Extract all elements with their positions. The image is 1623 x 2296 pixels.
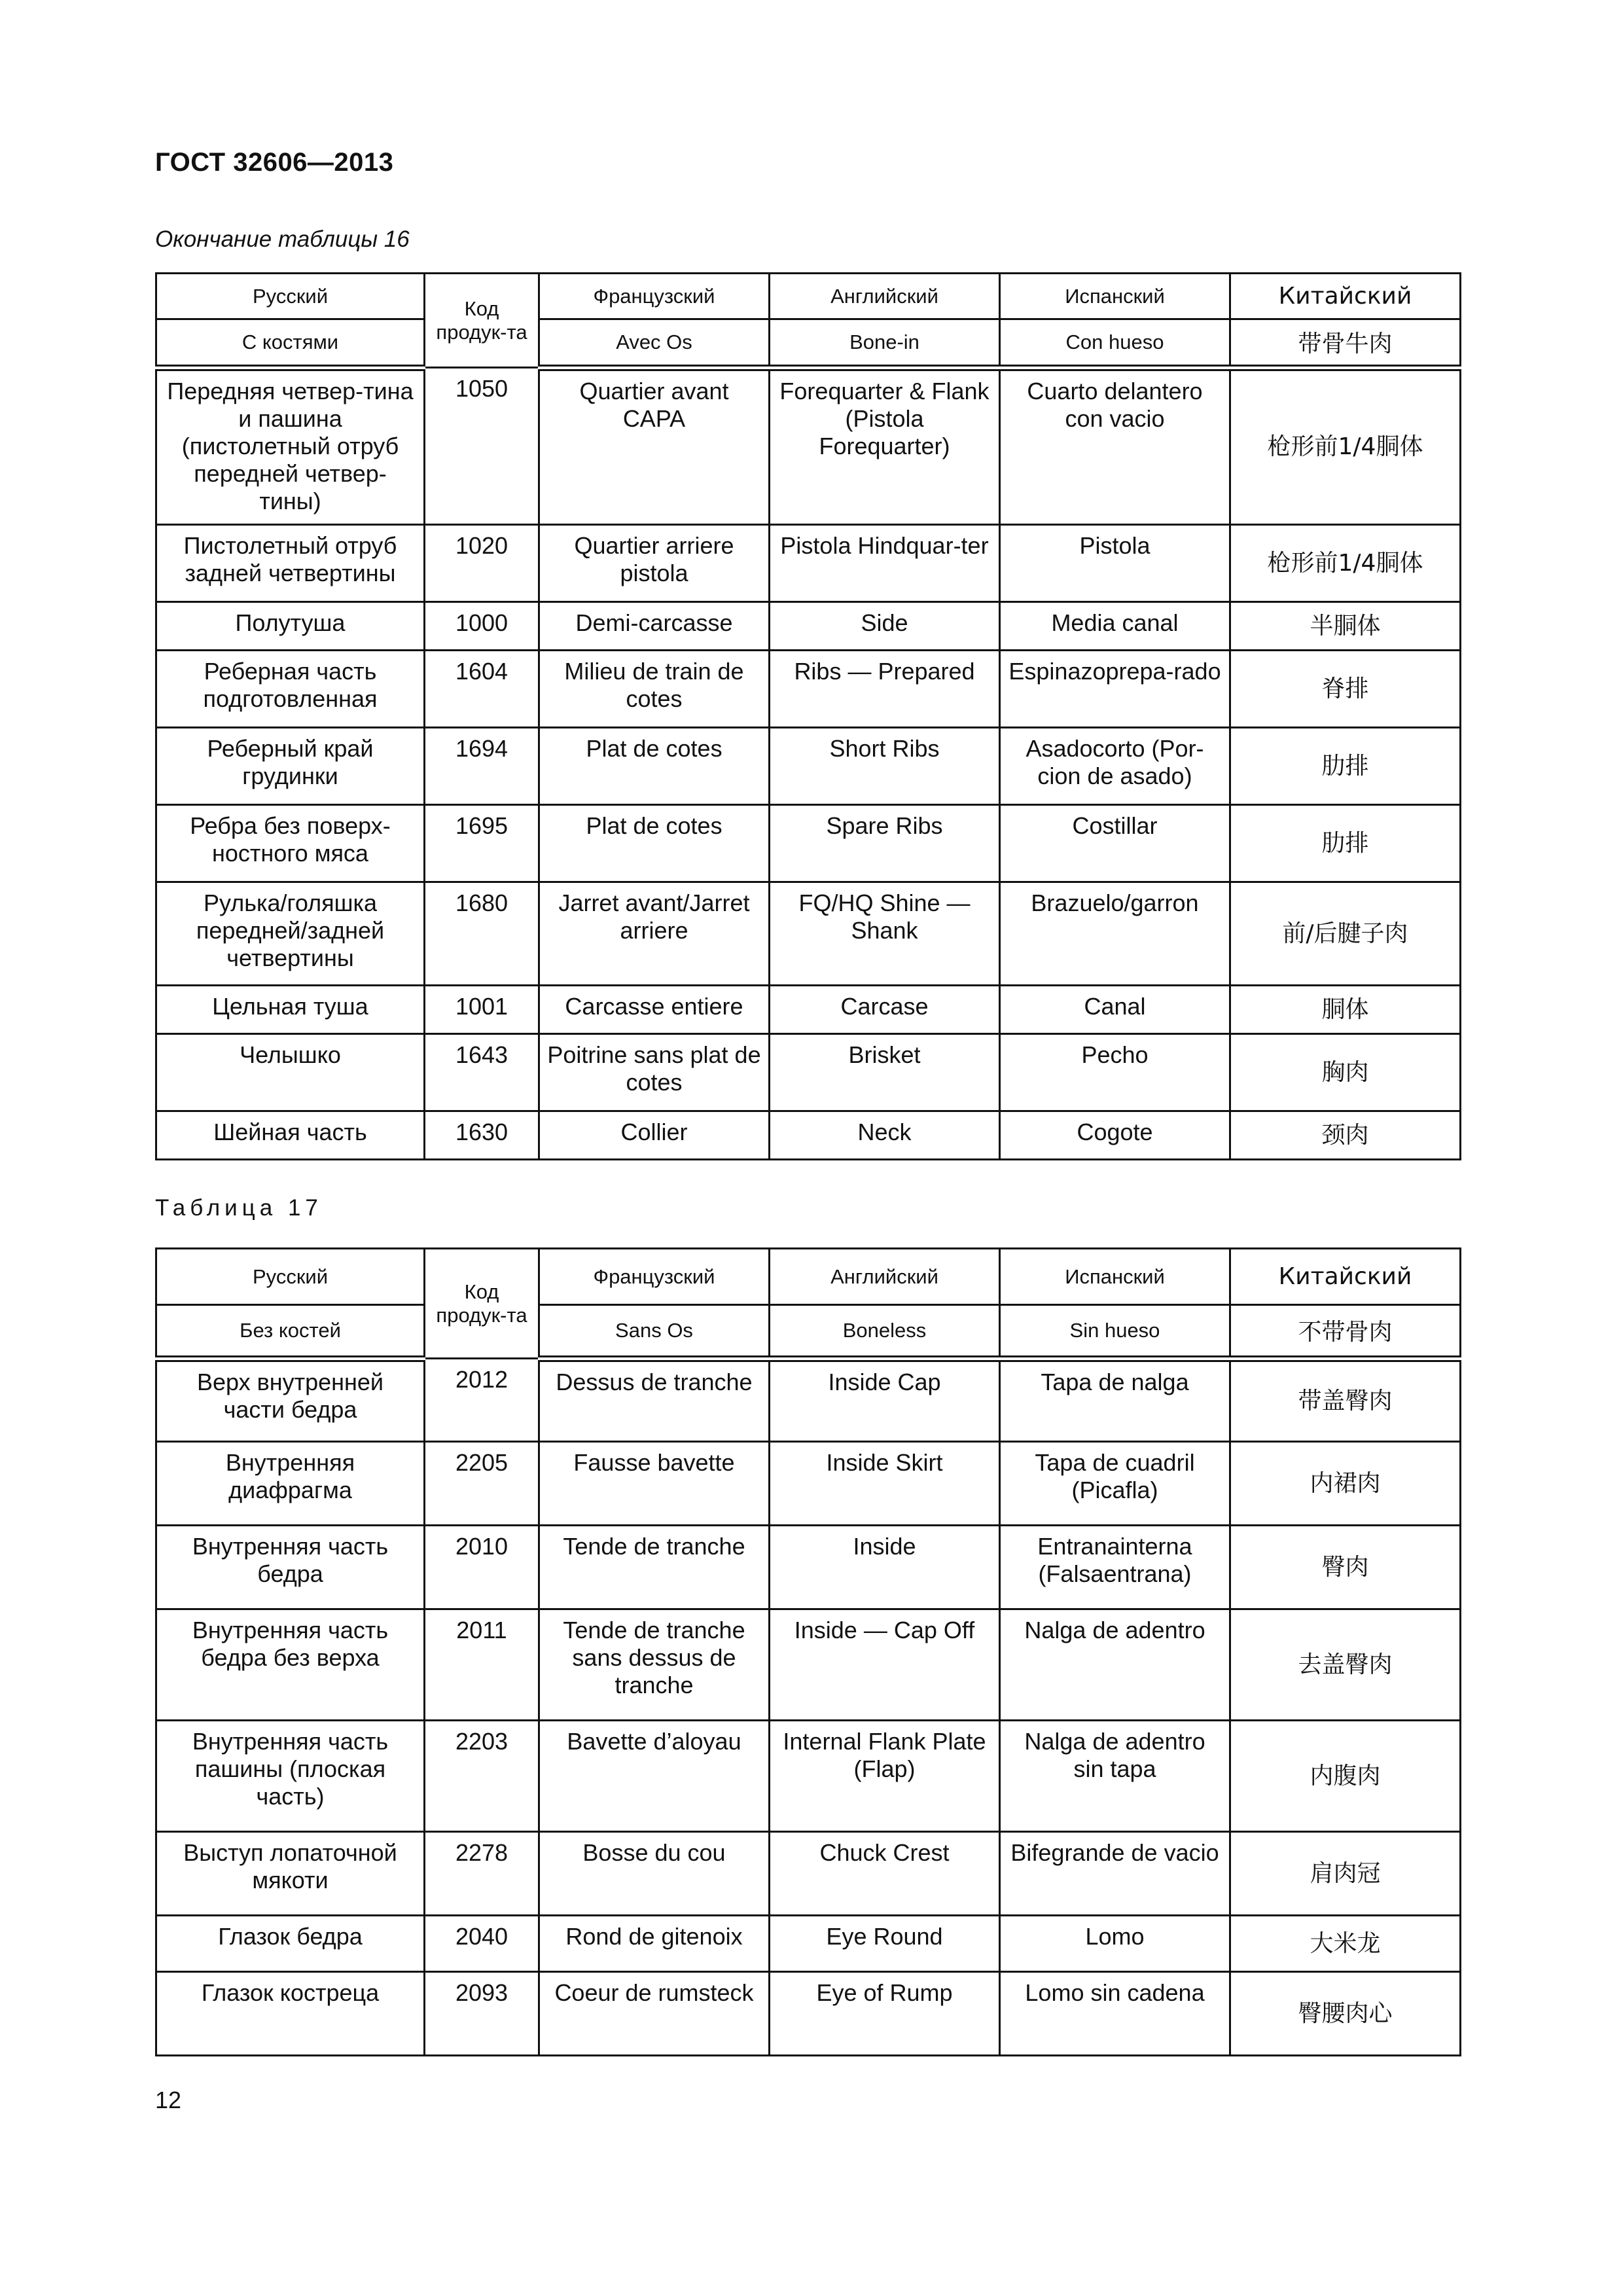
table17-caption: Таблица 17 [155, 1195, 323, 1221]
cell-code: 1630 [425, 1111, 539, 1160]
cell-es: Canal [1000, 986, 1230, 1034]
cell-code: 1000 [425, 602, 539, 651]
cell-fr: Fausse bavette [539, 1442, 770, 1526]
table-row [156, 986, 1461, 1034]
cell-code: 2040 [425, 1916, 539, 1972]
cell-es: Tapa de nalga [1000, 1359, 1230, 1442]
cell-cn: 去盖臀肉 [1230, 1609, 1461, 1721]
subheader-cn: 带骨牛肉 [1230, 319, 1461, 368]
cell-ru: Передняя четвер-тина и пашина (пистолетный отруб передней четвер-тины) [156, 368, 425, 525]
table-row [156, 1526, 1461, 1609]
table-row [156, 1359, 1461, 1442]
cell-cn: 臀腰肉心 [1230, 1972, 1461, 2056]
cell-cn: 枪形前1/4胴体 [1230, 525, 1461, 602]
table-row [156, 602, 1461, 651]
cell-en: Chuck Crest [770, 1832, 1000, 1916]
header-fr: Французский [539, 1249, 770, 1305]
cell-ru: Ребра без поверх-ностного мяса [156, 805, 425, 882]
cell-es: Cuarto delantero con vacio [1000, 368, 1230, 525]
cell-ru: Выступ лопаточной мякоти [156, 1832, 425, 1916]
subheader-es: Sin hueso [1000, 1305, 1230, 1359]
table-row [156, 728, 1461, 805]
cell-es: Entranainterna (Falsaentrana) [1000, 1526, 1230, 1609]
cell-cn: 内腹肉 [1230, 1721, 1461, 1832]
table-row [156, 1916, 1461, 1972]
table16-caption: Окончание таблицы 16 [155, 226, 410, 252]
subheader-en: Boneless [770, 1305, 1000, 1359]
cell-fr: Quartier avant CAPA [539, 368, 770, 525]
cell-cn: 胸肉 [1230, 1034, 1461, 1111]
cell-es: Brazuelo/garron [1000, 882, 1230, 986]
cell-cn: 肩肉冠 [1230, 1832, 1461, 1916]
cell-ru: Шейная часть [156, 1111, 425, 1160]
cell-code: 1001 [425, 986, 539, 1034]
cell-es: Tapa de cuadril (Picafla) [1000, 1442, 1230, 1526]
cell-cn: 内裙肉 [1230, 1442, 1461, 1526]
cell-es: Asadocorto (Por-cion de asado) [1000, 728, 1230, 805]
cell-en: Carcase [770, 986, 1000, 1034]
cell-cn: 颈肉 [1230, 1111, 1461, 1160]
document-header: ГОСТ 32606—2013 [155, 148, 394, 177]
cell-cn: 脊排 [1230, 651, 1461, 728]
cell-cn: 肋排 [1230, 805, 1461, 882]
subheader-en: Bone-in [770, 319, 1000, 368]
cell-ru: Челышко [156, 1034, 425, 1111]
cell-fr: Demi-carcasse [539, 602, 770, 651]
cell-en: Inside — Cap Off [770, 1609, 1000, 1721]
table-row [156, 1972, 1461, 2056]
table-17 [155, 1247, 1461, 2056]
subheader-fr: Sans Os [539, 1305, 770, 1359]
cell-cn: 大米龙 [1230, 1916, 1461, 1972]
cell-en: Spare Ribs [770, 805, 1000, 882]
cell-code: 2093 [425, 1972, 539, 2056]
cell-code: 1020 [425, 525, 539, 602]
cell-ru: Внутренняя часть пашины (плоская часть) [156, 1721, 425, 1832]
subheader-ru: С костями [156, 319, 425, 368]
cell-code: 2011 [425, 1609, 539, 1721]
table-row [156, 368, 1461, 525]
cell-code: 2205 [425, 1442, 539, 1526]
cell-code: 1050 [425, 368, 539, 525]
cell-en: Neck [770, 1111, 1000, 1160]
table-row [156, 525, 1461, 602]
cell-en: Inside Skirt [770, 1442, 1000, 1526]
cell-en: Pistola Hindquar-ter [770, 525, 1000, 602]
cell-ru: Глазок бедра [156, 1916, 425, 1972]
cell-ru: Цельная туша [156, 986, 425, 1034]
cell-es: Pistola [1000, 525, 1230, 602]
cell-en: Short Ribs [770, 728, 1000, 805]
cell-ru: Рулька/голяшка передней/задней четвертины [156, 882, 425, 986]
cell-ru: Реберная часть подготовленная [156, 651, 425, 728]
cell-fr: Dessus de tranche [539, 1359, 770, 1442]
cell-cn: 肋排 [1230, 728, 1461, 805]
cell-code: 1695 [425, 805, 539, 882]
cell-ru: Внутренняя часть бедра без верха [156, 1609, 425, 1721]
cell-cn: 臀肉 [1230, 1526, 1461, 1609]
cell-fr: Bavette d’aloyau [539, 1721, 770, 1832]
cell-code: 1680 [425, 882, 539, 986]
subheader-cn: 不带骨肉 [1230, 1305, 1461, 1359]
header-code: Код продук-та [425, 1249, 539, 1359]
cell-cn: 枪形前1/4胴体 [1230, 368, 1461, 525]
header-cn: Китайский [1230, 1249, 1461, 1305]
cell-fr: Jarret avant/Jarret arriere [539, 882, 770, 986]
cell-cn: 半胴体 [1230, 602, 1461, 651]
cell-fr: Milieu de train de cotes [539, 651, 770, 728]
cell-es: Cogote [1000, 1111, 1230, 1160]
cell-code: 2203 [425, 1721, 539, 1832]
cell-ru: Пистолетный отруб задней четвертины [156, 525, 425, 602]
cell-code: 2278 [425, 1832, 539, 1916]
cell-en: Brisket [770, 1034, 1000, 1111]
table-row [156, 1034, 1461, 1111]
cell-fr: Collier [539, 1111, 770, 1160]
cell-fr: Carcasse entiere [539, 986, 770, 1034]
cell-fr: Tende de tranche [539, 1526, 770, 1609]
cell-es: Lomo [1000, 1916, 1230, 1972]
cell-ru: Внутренняя часть бедра [156, 1526, 425, 1609]
cell-cn: 带盖臀肉 [1230, 1359, 1461, 1442]
cell-es: Nalga de adentro sin tapa [1000, 1721, 1230, 1832]
cell-en: Ribs — Prepared [770, 651, 1000, 728]
table-row [156, 805, 1461, 882]
cell-code: 2010 [425, 1526, 539, 1609]
cell-cn: 胴体 [1230, 986, 1461, 1034]
header-es: Испанский [1000, 1249, 1230, 1305]
table-row [156, 1721, 1461, 1832]
cell-en: Internal Flank Plate (Flap) [770, 1721, 1000, 1832]
header-code: Код продук-та [425, 274, 539, 368]
cell-fr: Plat de cotes [539, 805, 770, 882]
header-en: Английский [770, 274, 1000, 319]
cell-en: FQ/HQ Shine — Shank [770, 882, 1000, 986]
cell-code: 1604 [425, 651, 539, 728]
cell-code: 1643 [425, 1034, 539, 1111]
cell-en: Side [770, 602, 1000, 651]
cell-fr: Bosse du cou [539, 1832, 770, 1916]
header-ru: Русский [156, 274, 425, 319]
cell-fr: Quartier arriere pistola [539, 525, 770, 602]
subheader-ru: Без костей [156, 1305, 425, 1359]
cell-fr: Poitrine sans plat de cotes [539, 1034, 770, 1111]
cell-ru: Верх внутренней части бедра [156, 1359, 425, 1442]
cell-fr: Plat de cotes [539, 728, 770, 805]
cell-ru: Глазок костреца [156, 1972, 425, 2056]
cell-code: 1694 [425, 728, 539, 805]
subheader-fr: Avec Os [539, 319, 770, 368]
table-row [156, 651, 1461, 728]
cell-ru: Внутренняя диафрагма [156, 1442, 425, 1526]
table-16 [155, 272, 1461, 1160]
header-es: Испанский [1000, 274, 1230, 319]
cell-es: Costillar [1000, 805, 1230, 882]
table-row [156, 1609, 1461, 1721]
cell-es: Media canal [1000, 602, 1230, 651]
header-cn: Китайский [1230, 274, 1461, 319]
table-row [156, 1832, 1461, 1916]
cell-es: Lomo sin cadena [1000, 1972, 1230, 2056]
cell-cn: 前/后腱子肉 [1230, 882, 1461, 986]
cell-en: Inside Cap [770, 1359, 1000, 1442]
cell-en: Eye Round [770, 1916, 1000, 1972]
subheader-es: Con hueso [1000, 319, 1230, 368]
cell-ru: Полутуша [156, 602, 425, 651]
table-row [156, 1111, 1461, 1160]
cell-es: Nalga de adentro [1000, 1609, 1230, 1721]
cell-es: Espinazoprepa-rado [1000, 651, 1230, 728]
table-row [156, 1442, 1461, 1526]
cell-en: Forequarter & Flank (Pistola Forequarter) [770, 368, 1000, 525]
cell-code: 2012 [425, 1359, 539, 1442]
cell-fr: Tende de tranche sans dessus de tranche [539, 1609, 770, 1721]
cell-fr: Coeur de rumsteck [539, 1972, 770, 2056]
header-ru: Русский [156, 1249, 425, 1305]
cell-ru: Реберный край грудинки [156, 728, 425, 805]
header-en: Английский [770, 1249, 1000, 1305]
table-row [156, 882, 1461, 986]
cell-en: Inside [770, 1526, 1000, 1609]
page-number: 12 [155, 2087, 182, 2113]
header-fr: Французский [539, 274, 770, 319]
cell-es: Bifegrande de vacio [1000, 1832, 1230, 1916]
cell-fr: Rond de gitenoix [539, 1916, 770, 1972]
cell-en: Eye of Rump [770, 1972, 1000, 2056]
cell-es: Pecho [1000, 1034, 1230, 1111]
